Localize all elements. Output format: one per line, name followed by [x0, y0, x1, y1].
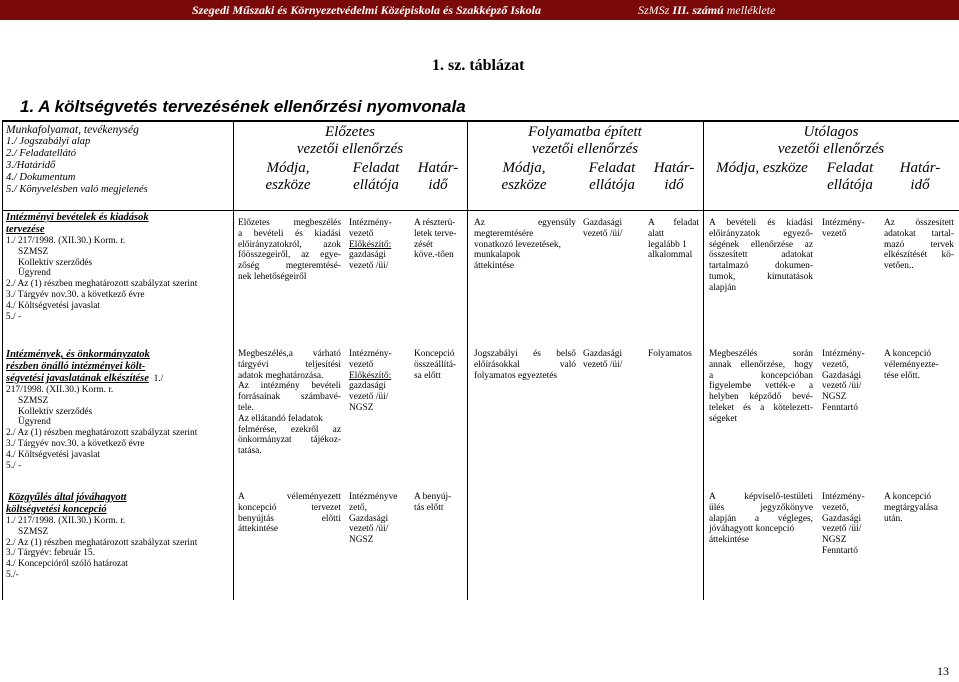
- subheader-method-1: Módja, eszköze: [265, 160, 311, 193]
- table-row-1-method-3: A bevételi és kiadási előirányzatok egyező- ségének ellenőrzése az összesített adatokat tartalmazó dokumen- tumok, kimutatások alapján: [709, 218, 813, 293]
- page-title: 1. A költségvetés tervezésének ellenőrzési nyomvonala: [20, 97, 466, 116]
- subheader-method-3: Módja, eszköze: [716, 160, 808, 176]
- school-name: Szegedi Műszaki és Környezetvédelmi Középiskola és Szakképző Iskola: [192, 3, 542, 17]
- table-row-1-deadline-3: Az összesített adatokat tartal- mazó tervek elkészítését kö- vetően..: [884, 218, 954, 272]
- subheader-performer-1: Feladat ellátója: [352, 160, 400, 193]
- group-header-subsequent: Utólagos vezetői ellenőrzés: [777, 124, 885, 157]
- table-row-2-deadline-2: Folyamatos: [648, 349, 692, 359]
- table-row-1-deadline-2: A feladat alatt legalább 1 alkalommal: [648, 218, 699, 261]
- table-row-1-performer-2: Gazdasági vezető /üi/: [583, 218, 623, 239]
- table-row-2-activity: Intézmények, és önkormányzatok részben önálló intézményei költ- ségvetési javaslatának elkészítése 1./ 217/1998. (XII.30.) Korm. r. SZMSZ Kollektív szerződés Ügyrend 2./ Az (1) részben meghatározott szabályzat szerint 3./ Tárgyév nov.30. a következő évre 4./ Költségvetési javaslat 5./ -: [6, 349, 198, 471]
- table-row-2-deadline-3: A koncepció véleményezte- tése előtt.: [884, 349, 939, 381]
- page-header-band: [0, 0, 959, 20]
- table-row-3-deadline-3: A koncepció megtárgyalása után.: [884, 492, 938, 524]
- table-row-2-method-2: Jogszabályi és belső előírásokkal való folyamatos egyeztetés: [474, 349, 576, 381]
- table-row-3-method-1: A véleményezett koncepció tervezet benyújtás előtti áttekintése: [238, 492, 341, 535]
- table-row-2-performer-2: Gazdasági vezető /üi/: [583, 349, 623, 370]
- table-row-1-method-2: Az egyensúly megteremtésére vonatkozó levezetések, munkalapok áttekintése: [474, 218, 576, 272]
- table-row-3-performer-3: Intézmény- vezető, Gazdasági vezető /üi/ NGSZ Fenntartó: [822, 492, 865, 556]
- subheader-performer-2: Feladat ellátója: [588, 160, 636, 193]
- group-header-inprocess: Folyamatba épített vezetői ellenőrzés: [528, 124, 642, 157]
- table-row-1-performer-1: Intézmény- vezető Előkészítő: gazdasági vezető /üi/: [349, 218, 392, 272]
- table-row-3-performer-1: Intézményve zető, Gazdasági vezető /üi/ NGSZ: [349, 492, 398, 546]
- subheader-deadline-2: Határ- idő: [653, 160, 695, 193]
- subheader-performer-3: Feladat ellátója: [826, 160, 874, 193]
- table-row-3-activity: Közgyűlés által jóváhagyott költségvetési koncepció 1./ 217/1998. (XII.30.) Korm. r. SZMSZ 2./ Az (1) részben meghatározott szabályzat szerint 3./ Tárgyév: február 15. 4./ Koncepcióról szóló határozat 5./-: [6, 492, 198, 580]
- table-row-1-activity: Intézményi bevételek és kiadások tervezése 1./ 217/1998. (XII.30.) Korm. r. SZMSZ Kollektív szerződés Ügyrend 2./ Az (1) részben meghatározott szabályzat szerint 3./ Tárgyév nov.30. a következő évre 4./ Költségvetési javaslat 5./ -: [6, 212, 198, 322]
- table-row-1-method-1: Előzetes megbeszélés a bevételi és kiadási előirányzatokról, azok főösszegeiről, az egye- zőség megteremtésé- nek lehetőségeiről: [238, 218, 341, 282]
- table-row-3-deadline-1: A benyúj- tás előtt: [414, 492, 452, 513]
- table-row-2-method-3: Megbeszélés során annak ellenőrzése, hogy a koncepcióban figyelembe vették-e a helyben képződő bevé- teleket és a kötelezett- ségeket: [709, 349, 813, 424]
- col1-header: Munkafolyamat, tevékenység 1./ Jogszabályi alap 2./ Feladatellátó 3./Határidő 4./ Dokumentum 5./ Könyvelésben való megjelenés: [6, 124, 148, 195]
- table-row-2-method-1: Megbeszélés,a várható tárgyévi teljesítési adatok meghatározása. Az intézmény bevételi forrásainak számbavé- tele. Az ellátandó feladatok felmérése, ezekről az önkormányzat tájékoz- tatása.: [238, 349, 341, 457]
- subheader-method-2: Módja, eszköze: [501, 160, 547, 193]
- annex-label: SzMSz III. számú melléklete: [638, 3, 776, 17]
- table-row-1-performer-3: Intézmény- vezető: [822, 218, 865, 239]
- subheader-deadline-1: Határ- idő: [417, 160, 459, 193]
- table-number: 1. sz. táblázat: [432, 57, 525, 74]
- table-row-2-deadline-1: Koncepció összeállítá- sa előtt: [414, 349, 457, 381]
- table-row-1-deadline-1: A részterü- letek terve- zését köve.-tően: [414, 218, 457, 261]
- page-number: 13: [937, 664, 949, 678]
- group-header-preliminary: Előzetes vezetői ellenőrzés: [296, 124, 404, 157]
- table-row-2-performer-3: Intézmény- vezető, Gazdasági vezető /üi/ NGSZ Fenntartó: [822, 349, 865, 413]
- table-row-3-method-3: A képviselő-testületi ülés jegyzőkönyve alapján a végleges, jóváhagyott koncepció áttekintése: [709, 492, 813, 546]
- subheader-deadline-3: Határ- idő: [899, 160, 941, 193]
- table-row-2-performer-1: Intézmény- vezető Előkészítő: gazdasági vezető /üi/ NGSZ: [349, 349, 392, 413]
